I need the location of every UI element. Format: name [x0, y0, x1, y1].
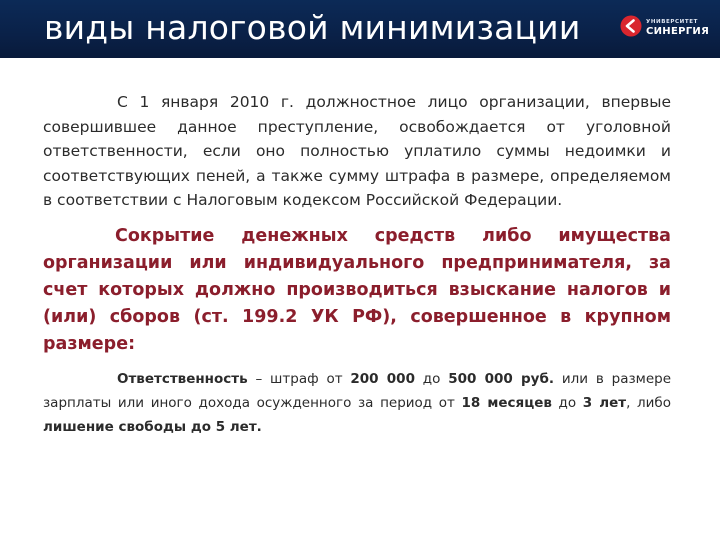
slide-content: [43, 90, 671, 439]
text-fragment: до: [414, 370, 449, 387]
paragraph-exemption: С 1 января 2010 г. должностное лицо организации, впервые совершившее данное преступление, освобождается от уголовной ответственности, если оно полностью уплатило суммы недоимки и соответствующих пеней, а также сумму штрафа в размере, определяемом в соответствии с Налоговым кодексом Российской Федерации.: [43, 93, 671, 209]
liability-label: Ответственность: [117, 370, 248, 387]
imprisonment-term: лишение свободы до 5 лет.: [43, 418, 262, 435]
period-min: 18 месяцев: [461, 394, 552, 411]
university-logo: [620, 12, 716, 44]
text-fragment: или в размере зарплаты или иного дохода осужденного за период от: [43, 370, 672, 411]
text-fragment: , либо: [626, 394, 671, 411]
slide-title: виды налоговой минимизации: [44, 8, 581, 47]
fine-max-amount: 500 000 руб.: [448, 370, 555, 387]
header-bar: [0, 0, 720, 58]
paragraph-offense-heading: Сокрытие денежных средств либо имущества организации или индивидуального предпринимателя, за счет которых должно производиться взыскание налогов и (или) сборов (ст. 199.2 УК РФ), совершенное в крупном размере:: [43, 225, 671, 354]
text-fragment: до: [551, 394, 583, 411]
logo-text-top: УНИВЕРСИТЕТ: [646, 19, 698, 25]
fine-min-amount: 200 000: [350, 370, 415, 387]
paragraph-liability: [43, 367, 671, 439]
logo-text-bottom: СИНЕРГИЯ: [646, 26, 710, 37]
text-fragment: – штраф от: [247, 370, 351, 387]
period-max: 3 лет: [582, 394, 627, 411]
synergy-logo-icon: [620, 15, 642, 37]
